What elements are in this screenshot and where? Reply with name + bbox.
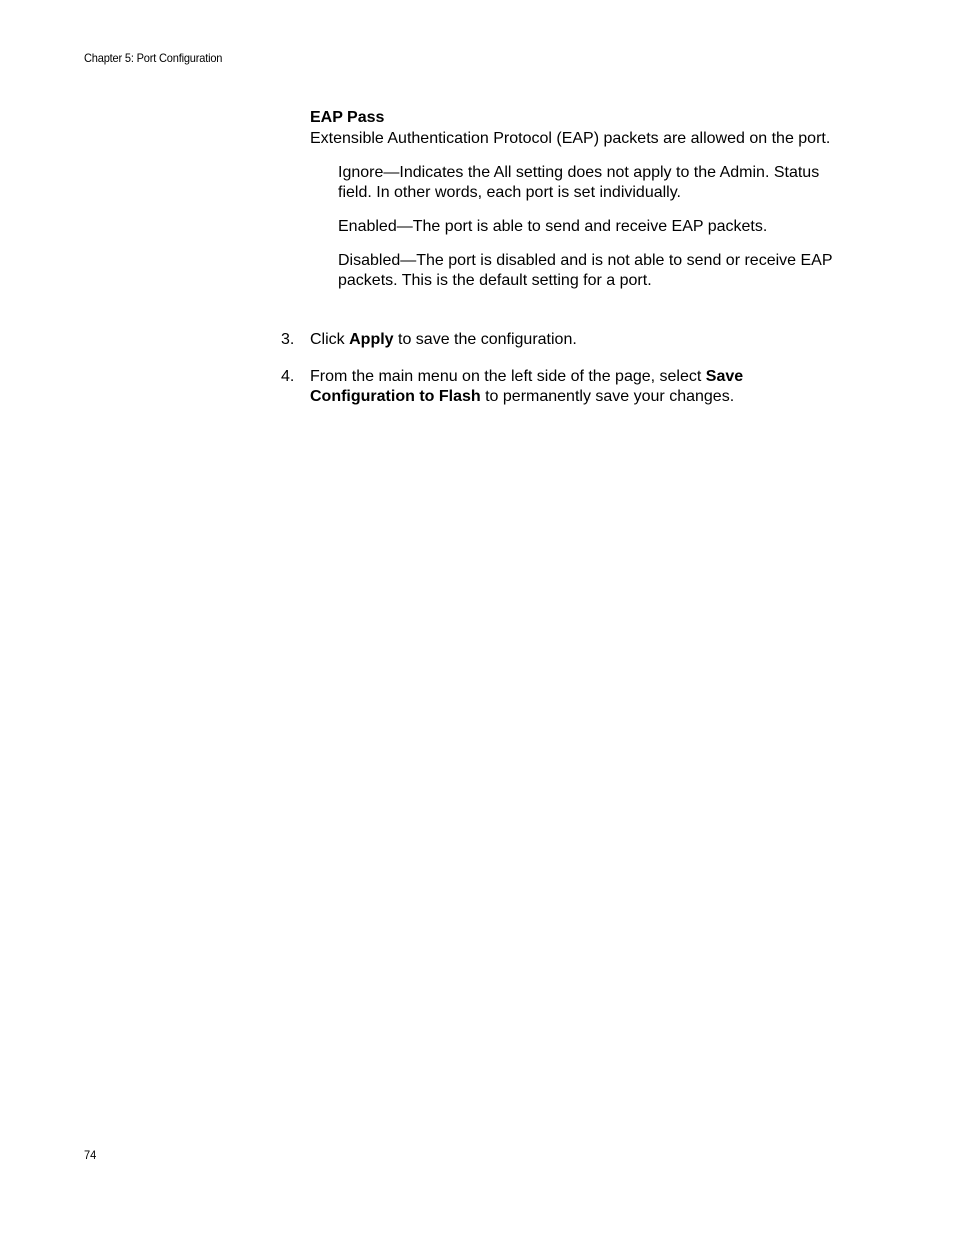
running-header: Chapter 5: Port Configuration — [84, 51, 223, 65]
term-description: Extensible Authentication Protocol (EAP) packets are allowed on the port. — [310, 130, 831, 147]
step-text-before: From the main menu on the left side of the page, select — [310, 368, 706, 385]
step-text-bold: Apply — [349, 331, 394, 348]
step-item — [281, 367, 841, 407]
option-disabled: Disabled—The port is disabled and is not able to send or receive EAP packets. This is the default setting for a port. — [338, 252, 833, 289]
option-ignore: Ignore—Indicates the All setting does not apply to the Admin. Status field. In other words, each port is set individually. — [338, 164, 820, 201]
step-number: 4. — [281, 368, 295, 385]
term-title: EAP Pass — [310, 109, 385, 126]
step-number: 3. — [281, 331, 295, 348]
step-text-bold: Save Configuration to Flash — [310, 368, 744, 405]
step-text-after: to permanently save your changes. — [480, 388, 735, 405]
step-text-after: to save the configuration. — [393, 331, 577, 348]
term-section — [310, 108, 840, 305]
step-text — [310, 367, 841, 407]
procedure-steps — [281, 330, 841, 424]
option-list — [338, 163, 840, 291]
page-number: 74 — [84, 1148, 97, 1162]
step-item — [281, 330, 841, 350]
step-text-before: Click — [310, 331, 350, 348]
step-text — [310, 330, 841, 350]
option-enabled: Enabled—The port is able to send and receive EAP packets. — [338, 218, 768, 235]
